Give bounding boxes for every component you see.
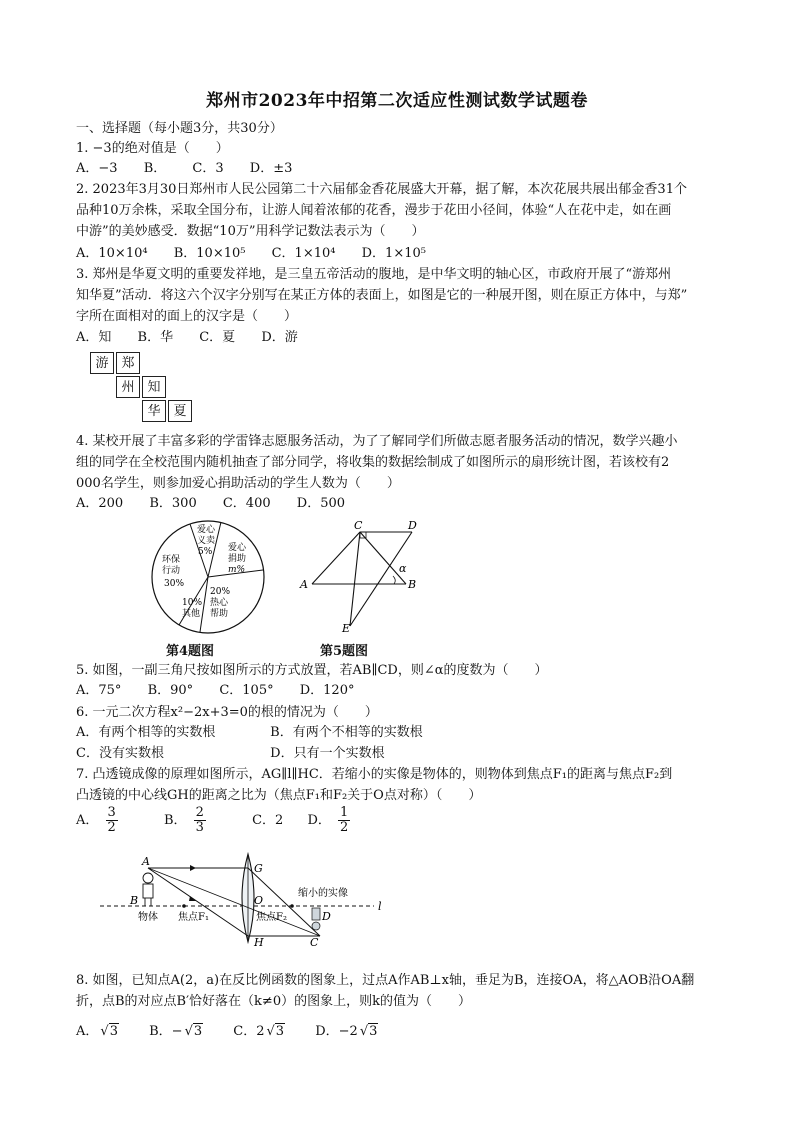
segment-ca (312, 532, 360, 584)
point-label: E (342, 622, 351, 635)
pie-label: 其他 (182, 609, 201, 619)
focus-point-f1 (182, 904, 186, 908)
image-figure-icon (312, 908, 320, 920)
option-b-label: B．− (149, 1024, 183, 1039)
option-c: C．夏 (199, 330, 236, 345)
question-1-stem: 1. −3的绝对值是（ ） (76, 141, 229, 156)
question-6-options-row-2 (76, 744, 636, 764)
point-label: A (300, 578, 308, 591)
option-d: D．1×10⁵ (361, 246, 426, 261)
net-cell-hua: 华 (142, 400, 166, 422)
option-a: A．有两个相等的实数根 (76, 725, 216, 740)
option-c: C．1×10⁴ (271, 246, 336, 261)
page-title: 郑州市2023年中招第二次适应性测试数学试题卷 (206, 91, 588, 111)
question-6-options-row-1 (76, 723, 636, 743)
denominator: 3 (195, 820, 204, 835)
question-6-stem: 6. 一元二次方程x²−2x+3=0的根的情况为（ ） (76, 705, 378, 720)
question-8-line-1: 8. 如图，已知点A(2，a)在反比例函数的图象上，过点A作AB⊥x轴，垂足为B，连接OA，将△AOB沿OA翻 (76, 973, 695, 988)
pie-label: 义卖 (197, 536, 216, 546)
question-4-line-1: 4. 某校开展了丰富多彩的学雷锋志愿服务活动，为了了解同学们所做志愿者服务活动的情况，数学兴趣小 (76, 434, 678, 449)
question-7-options (76, 806, 394, 835)
option-b: B．90° (147, 683, 194, 698)
figure-4-caption: 第4题图 (166, 644, 215, 659)
pie-label: 爱心 (197, 525, 216, 535)
option-d: D．500 (296, 496, 346, 511)
option-c: C．105° (219, 683, 274, 698)
angle-arc (393, 576, 395, 584)
option-a: A．知 (76, 330, 112, 345)
pie-label: 10% (182, 598, 203, 608)
option-d: D．120° (299, 683, 355, 698)
point-label: B (130, 894, 139, 907)
option-c: C．没有实数根 (76, 746, 164, 761)
point-label: C (354, 519, 363, 532)
pie-label: m% (228, 565, 246, 575)
question-7-line-1: 7. 凸透镜成像的原理如图所示，AG∥l∥HC．若缩小的实像是物体的，则物体到焦点F₁的距离与焦点F₂到 (76, 767, 673, 782)
pie-label: 20% (210, 587, 231, 597)
net-cell-zheng: 郑 (116, 352, 140, 374)
question-5-options (76, 681, 376, 701)
focus-label-f1: 焦点F₁ (178, 912, 209, 923)
pie-label: 5% (198, 547, 213, 557)
object-figure-icon (143, 873, 153, 883)
point-label: H (254, 936, 264, 949)
option-a: A．10×10⁴ (76, 246, 148, 261)
image-label: 缩小的实像 (298, 888, 348, 899)
arrow-icon (189, 896, 196, 901)
question-2-line-1: 2. 2023年3月30日郑州市人民公园第二十六届郁金香花展盛大开幕，据了解，本次花展共展出郁金香31个 (76, 182, 687, 197)
option-a: A．75° (76, 683, 122, 698)
denominator: 2 (107, 820, 116, 835)
numerator: 3 (107, 805, 116, 820)
option-a: A．200 (76, 496, 124, 511)
option-a-label: A． (76, 1024, 99, 1039)
arrow-icon (190, 865, 196, 871)
option-d: D．游 (261, 330, 298, 345)
pie-chart-figure (148, 518, 268, 636)
section-heading: 一、选择题（每小题3分，共30分） (76, 121, 283, 136)
option-b: B．300 (149, 496, 197, 511)
question-8-options: A． √3 B．− √3 C．2 √3 D．−2 √3 (76, 1024, 378, 1039)
image-figure-icon (312, 922, 320, 930)
option-c: C．3 (192, 161, 224, 176)
option-d-fraction (338, 806, 372, 835)
angle-label: α (399, 562, 407, 575)
question-3-line-3: 字所在面相对的面上的汉字是（ ） (76, 309, 298, 324)
question-3-line-2: 知华夏”活动．将这六个汉字分别写在某正方体的表面上，如图是它的一种展开图，则在原正方体中，与郑” (76, 288, 688, 303)
option-b-fraction (194, 806, 228, 835)
object-figure-icon (143, 884, 153, 898)
option-d-label: D．−2 (315, 1024, 358, 1039)
point-label: B (408, 578, 417, 591)
radicand: 3 (369, 1024, 378, 1039)
option-c: C．400 (222, 496, 271, 511)
question-2-options (76, 244, 448, 264)
question-8-line-2: 折，点B的对应点B′恰好落在（k≠0）的图象上，则k的值为（ ） (76, 994, 471, 1009)
question-1-options (76, 159, 314, 179)
question-2-line-2: 品种10万余株，采取全国分布，让游人闻着浓郁的花香，漫步于花田小径间，体验“人在花中走，如在画 (76, 203, 672, 218)
point-label: D (322, 910, 331, 923)
option-d: D．只有一个实数根 (270, 746, 385, 761)
radicand: 3 (109, 1024, 118, 1039)
option-b: B．有两个不相等的实数根 (270, 725, 423, 740)
option-c-label: C．2 (233, 1024, 265, 1039)
question-4-line-3: 000名学生，则参加爱心捐助活动的学生人数为（ ） (76, 476, 400, 491)
triangle-figure (296, 518, 426, 636)
radicand: 3 (193, 1024, 203, 1039)
point-label: O (254, 894, 264, 907)
pie-label: 30% (164, 579, 185, 589)
option-a: A．−3 (76, 161, 118, 176)
denominator: 2 (340, 820, 349, 835)
option-b: B． (143, 161, 167, 176)
question-3-options (76, 328, 320, 348)
net-cell-zhi: 知 (142, 376, 166, 398)
numerator: 2 (195, 805, 204, 820)
question-3-line-1: 3. 郑州是华夏文明的重要发祥地，是三皇五帝活动的腹地，是中华文明的轴心区，市政府开展了“游郑州 (76, 267, 672, 282)
pie-label: 热心 (210, 598, 229, 608)
point-label: G (254, 862, 263, 875)
object-label: 物体 (138, 912, 158, 923)
question-4-line-2: 组的同学在全校范围内随机抽查了部分同学，将收集的数据绘制成了如图所示的扇形统计图，若该校有2 (76, 455, 670, 470)
segment-ce (350, 532, 360, 626)
focus-point-f2 (290, 904, 294, 908)
lens-diagram (96, 850, 396, 950)
question-5-stem: 5. 如图，一副三角尺按如图所示的方式放置，若AB∥CD，则∠α的度数为（ ） (76, 663, 548, 678)
pie-label: 爱心 (228, 543, 247, 553)
question-7-line-2: 凸透镜的中心线GH的距离之比为（焦点F₁和F₂关于O点对称）（ ） (76, 788, 482, 803)
option-b: B．华 (137, 330, 174, 345)
net-cell-you: 游 (90, 352, 114, 374)
question-2-line-3: 中游”的美妙感受．数据“10万”用科学记数法表示为（ ） (76, 224, 425, 239)
focus-label-f2: 焦点F₂ (256, 912, 287, 923)
question-4-options (76, 494, 367, 514)
point-label: C (310, 936, 319, 949)
pie-label: 帮助 (210, 609, 229, 619)
pie-label: 环保 (162, 555, 181, 565)
ray-ao (148, 868, 320, 936)
pie-label: 行动 (162, 566, 181, 576)
numerator: 1 (340, 805, 349, 820)
option-a-fraction (106, 806, 140, 835)
net-cell-zhou: 州 (116, 376, 140, 398)
net-cell-xia: 夏 (168, 400, 192, 422)
option-b: B．10×10⁵ (173, 246, 246, 261)
point-label: A (142, 855, 150, 868)
option-d: D．±3 (249, 161, 293, 176)
option-a-label: A． (76, 813, 99, 828)
option-c-label: C．2 (252, 813, 284, 828)
point-label: D (408, 519, 417, 532)
segment-de (350, 532, 412, 626)
option-d-label: D． (307, 813, 331, 828)
option-b-label: B． (163, 813, 187, 828)
radicand: 3 (275, 1024, 285, 1039)
figure-5-caption: 第5题图 (320, 644, 369, 659)
line-label: l (378, 900, 382, 913)
pie-label: 捐助 (228, 554, 247, 564)
